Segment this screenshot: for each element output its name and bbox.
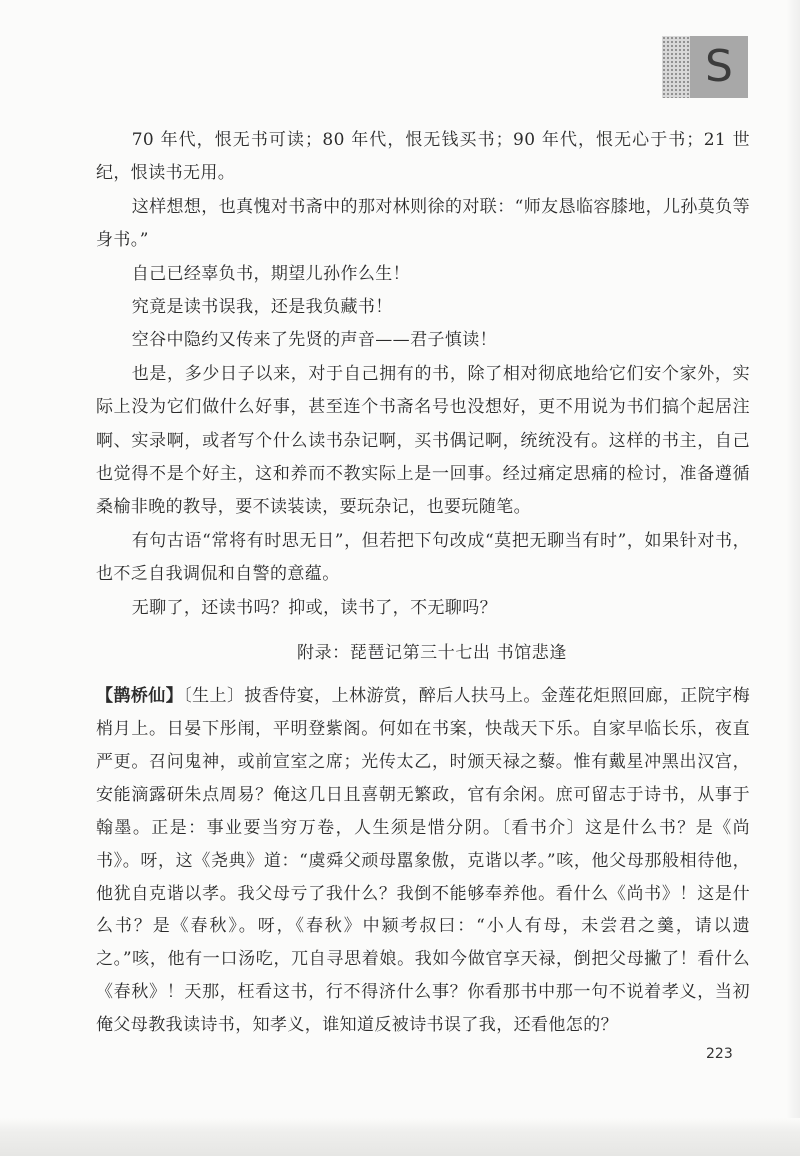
paragraph: 这样想想，也真愧对书斋中的那对林则徐的对联：“师友恳临容膝地，儿孙莫负等身书。”	[96, 196, 750, 251]
aria-tag: 【鹊桥仙】	[96, 686, 184, 707]
appendix-title: 附录：琵琶记第三十七出 书馆悲逢	[296, 643, 567, 664]
page-bottom-edge	[0, 1118, 800, 1156]
page-content	[96, 124, 750, 1042]
paragraph: 有句古语“常将有时思无日”，但若把下句改成“莫把无聊当有时”，如果针对书，也不乏自我调侃和自警的意蕴。	[96, 530, 750, 585]
paragraph: 究竟是读书误我，还是我负藏书！	[131, 297, 393, 318]
appendix-body: 〔生上〕披香侍宴，上林游赏，醉后人扶马上。金莲花炬照回廊，正院宇梅梢月上。日晏下彤闱，平明登紫阁。何如在书案，快哉天下乐。自家早临长乐，夜直严更。召问鬼神，或前宣室之席；光传太乙，时颁天禄之藜。惟有戴星冲黑出汉宫，安能滴露研朱点周易？俺这几日且喜朝无繁政，官有余闲。庶可留志于诗书，从事于翰墨。正是：事业要当穷万卷，人生须是惜分阴。〔看书介〕这是什么书？是《尚书》。呀，这《尧典》道：“虞舜父顽母嚚象傲，克谐以孝。”咳，他父母那般相待他，他犹自克谐以孝。我父母亏了我什么？我倒不能够奉养他。看什么《尚书》！这是什么书？是《春秋》。呀，《春秋》中颍考叔曰：“小人有母，未尝君之羹，请以遗之。”咳，他有一口汤吃，兀自寻思着娘。我如今做官享天禄，倒把父母撇了！看什么《春秋》！天那，枉看这书，行不得济什么事？你看那书中那一句不说着孝义，当初俺父母教我读诗书，知孝义，谁知道反被诗书误了我，还看他怎的？	[96, 686, 751, 1036]
paragraph: 空谷中隐约又传来了先贤的声音——君子慎读！	[131, 330, 498, 351]
page-number: 223	[706, 1046, 733, 1062]
appendix-text	[96, 680, 750, 1042]
paragraph: 自己已经辜负书，期望儿孙作么生！	[131, 263, 411, 284]
section-letter: S	[705, 41, 733, 92]
paragraph: 70 年代，恨无书可读；80 年代，恨无钱买书；90 年代，恨无心于书；21 世纪，恨读书无用。	[96, 130, 750, 184]
page-edge-shadow	[786, 0, 800, 1156]
section-badge	[662, 36, 748, 98]
paragraph: 也是，多少日子以来，对于自己拥有的书，除了相对彻底地给它们安个家外，实际上没为它们做什么好事，甚至连个书斋名号也没想好，更不用说为书们搞个起居注啊、实录啊，或者写个什么读书杂记啊，买书偶记啊，统统没有。这样的书主，自己也觉得不是个好主，这和养而不教实际上是一回事。经过痛定思痛的检讨，准备遵循桑榆非晚的教导，要不读装读，要玩杂记，也要玩随笔。	[96, 363, 750, 518]
paragraph: 无聊了，还读书吗？抑或，读书了，不无聊吗？	[131, 597, 498, 618]
